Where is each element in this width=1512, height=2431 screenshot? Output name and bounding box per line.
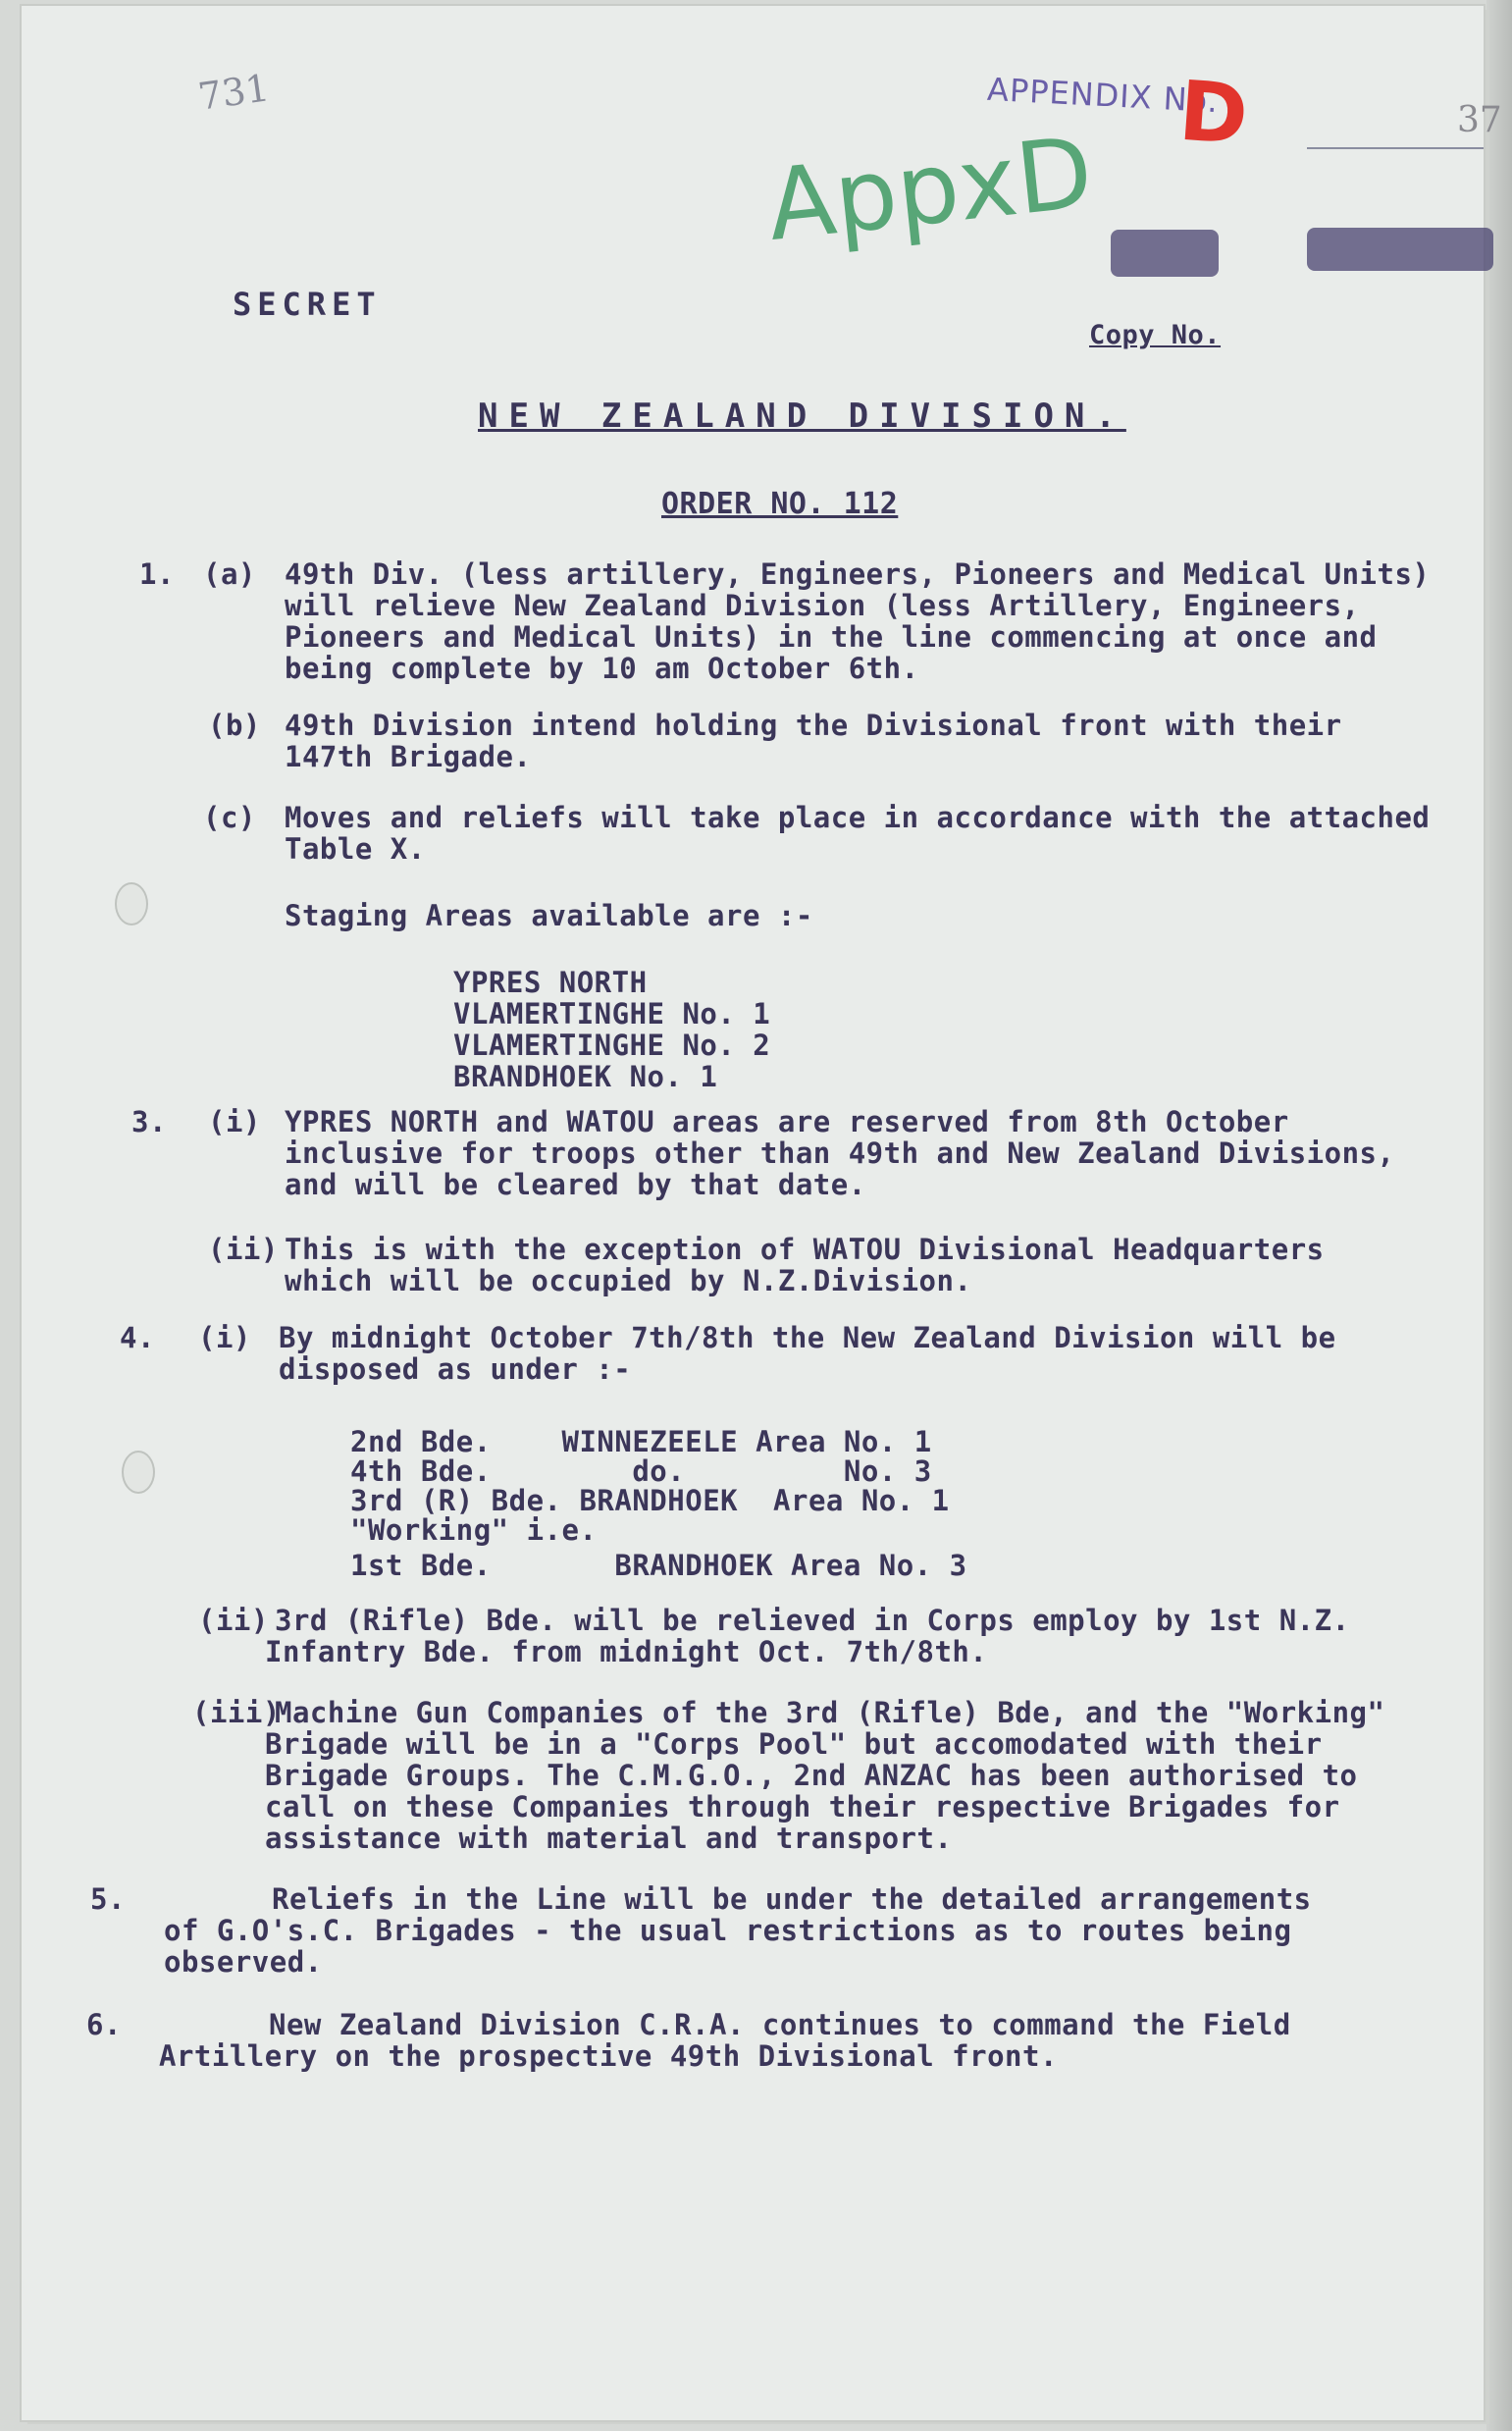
para-1a-line: will relieve New Zealand Division (less Artillery, Engineers,	[285, 589, 1360, 622]
para-4i-label: (i)	[198, 1321, 251, 1354]
para-5-line: Reliefs in the Line will be under the detailed arrangements	[272, 1882, 1312, 1916]
para-1b-line: 147th Brigade.	[285, 740, 532, 773]
para-1b-label: (b)	[208, 709, 261, 742]
para-3i-line: and will be cleared by that date.	[285, 1168, 866, 1201]
para-4ii-label: (ii)	[198, 1604, 269, 1637]
para-3i-label: (i)	[208, 1105, 261, 1138]
para-6-line: Artillery on the prospective 49th Divisional front.	[159, 2039, 1058, 2073]
ink-smudge	[1111, 230, 1219, 277]
staging-intro: Staging Areas available are :-	[285, 899, 813, 932]
para-6-number: 6.	[86, 2008, 122, 2041]
para-1c-line: Table X.	[285, 832, 426, 866]
para-3i-line: inclusive for troops other than 49th and New Zealand Divisions,	[285, 1136, 1395, 1170]
para-4i-line: By midnight October 7th/8th the New Zealand Division will be	[279, 1321, 1336, 1354]
para-6-line: New Zealand Division C.R.A. continues to command the Field	[269, 2008, 1291, 2041]
handwritten-appx-note: AppxD	[761, 114, 1098, 264]
copy-number-label: Copy No.	[1089, 320, 1222, 350]
disposition-row: "Working" i.e.	[350, 1513, 598, 1547]
para-3ii-label: (ii)	[208, 1233, 279, 1266]
para-4ii-line: Infantry Bde. from midnight Oct. 7th/8th.	[265, 1635, 988, 1668]
para-3-number: 3.	[131, 1105, 167, 1138]
para-4iii-line: call on these Companies through their respective Brigades for	[265, 1790, 1340, 1823]
disposition-row: 1st Bde. BRANDHOEK Area No. 3	[350, 1549, 967, 1582]
para-1a-line: being complete by 10 am October 6th.	[285, 652, 919, 685]
para-1b-line: 49th Division intend holding the Divisional front with their	[285, 709, 1342, 742]
para-1a-line: Pioneers and Medical Units) in the line commencing at once and	[285, 620, 1378, 654]
order-number: ORDER NO. 112	[661, 487, 899, 521]
para-4-number: 4.	[120, 1321, 155, 1354]
classification-label: SECRET	[233, 286, 382, 323]
staging-area: VLAMERTINGHE No. 2	[453, 1029, 771, 1062]
para-1-number: 1.	[139, 557, 175, 591]
archive-ref-number: 731	[195, 66, 273, 119]
para-4ii-line: 3rd (Rifle) Bde. will be relieved in Corps employ by 1st N.Z.	[275, 1604, 1350, 1637]
document-title: NEW ZEALAND DIVISION.	[478, 396, 1126, 436]
adjacent-page-edge	[1486, 0, 1512, 2431]
staging-area: YPRES NORTH	[453, 966, 648, 999]
para-4i-line: disposed as under :-	[279, 1352, 632, 1386]
staging-area: BRANDHOEK No. 1	[453, 1060, 718, 1093]
disposition-row: 4th Bde. do. No. 3	[350, 1454, 932, 1488]
punch-hole	[122, 1451, 155, 1494]
para-1a-line: 49th Div. (less artillery, Engineers, Pioneers and Medical Units)	[285, 557, 1431, 591]
para-4iii-line: Brigade Groups. The C.M.G.O., 2nd ANZAC has been authorised to	[265, 1759, 1358, 1792]
punch-hole	[115, 882, 148, 925]
para-5-number: 5.	[90, 1882, 126, 1916]
para-1c-line: Moves and reliefs will take place in accordance with the attached	[285, 801, 1431, 834]
disposition-row: 3rd (R) Bde. BRANDHOEK Area No. 1	[350, 1484, 950, 1517]
para-5-line: of G.O's.C. Brigades - the usual restrictions as to routes being	[164, 1914, 1292, 1947]
para-4iii-line: Machine Gun Companies of the 3rd (Rifle) Bde, and the "Working"	[275, 1696, 1385, 1729]
para-3i-line: YPRES NORTH and WATOU areas are reserved from 8th October	[285, 1105, 1289, 1138]
margin-rule	[1307, 147, 1484, 149]
ink-smudge	[1307, 228, 1493, 271]
document-page	[22, 6, 1502, 2420]
page-number: 37	[1457, 100, 1502, 140]
para-3ii-line: This is with the exception of WATOU Divisional Headquarters	[285, 1233, 1325, 1266]
appendix-stamp: APPENDIX No.	[986, 70, 1220, 121]
para-5-line: observed.	[164, 1945, 323, 1979]
para-4iii-line: assistance with material and transport.	[265, 1822, 953, 1855]
para-1c-label: (c)	[203, 801, 256, 834]
staging-area: VLAMERTINGHE No. 1	[453, 997, 771, 1031]
para-1a-label: (a)	[203, 557, 256, 591]
para-4iii-line: Brigade will be in a "Corps Pool" but accomodated with their	[265, 1727, 1323, 1761]
appendix-letter: D	[1175, 62, 1252, 164]
para-3ii-line: which will be occupied by N.Z.Division.	[285, 1264, 972, 1297]
disposition-row: 2nd Bde. WINNEZEELE Area No. 1	[350, 1425, 932, 1458]
para-4iii-label: (iii)	[192, 1696, 281, 1729]
